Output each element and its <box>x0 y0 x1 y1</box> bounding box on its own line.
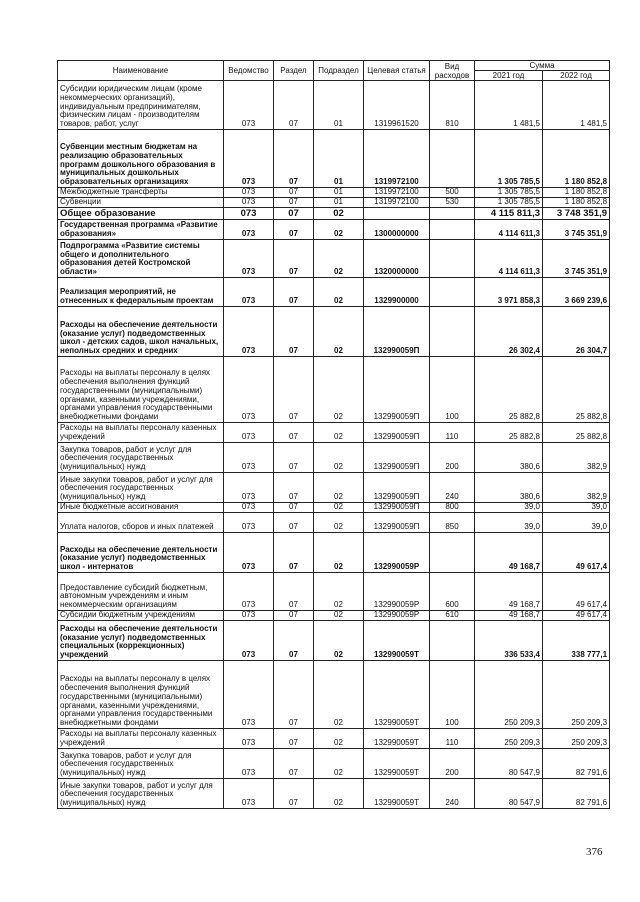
cell-vedomstvo: 073 <box>224 533 274 573</box>
cell-vid: 110 <box>430 729 475 749</box>
table-row <box>58 533 610 573</box>
cell-name: Расходы на выплаты персоналу в целях обеспечения выполнения функций государственными (муниципальными) органами, казенными учреждениями, органами управления государственными внебюджетными фондами <box>58 661 224 729</box>
cell-podrazdel: 02 <box>314 779 364 809</box>
cell-vedomstvo: 073 <box>224 513 274 533</box>
cell-sum-2021: 4 115 811,3 <box>475 208 543 220</box>
cell-vid: 800 <box>430 503 475 513</box>
cell-podrazdel: 02 <box>314 573 364 611</box>
cell-name: Расходы на обеспечение деятельности (оказание услуг) подведомственных школ - интернатов <box>58 533 224 573</box>
cell-vedomstvo: 073 <box>224 503 274 513</box>
cell-razdel: 07 <box>274 278 314 307</box>
cell-vid <box>430 208 475 220</box>
cell-razdel: 07 <box>274 130 314 188</box>
cell-vedomstvo: 073 <box>224 81 274 130</box>
cell-podrazdel: 02 <box>314 729 364 749</box>
cell-name: Расходы на выплаты персоналу в целях обеспечения выполнения функций государственными (муниципальными) органами, казенными учреждениями, органами управления государственными внебюджетными фондами <box>58 357 224 423</box>
cell-name: Иные закупки товаров, работ и услуг для обеспечения государственных (муниципальных) нужд <box>58 779 224 809</box>
header-sum: Сумма <box>475 61 610 71</box>
table-row <box>58 357 610 423</box>
cell-sum-2022: 3 748 351,9 <box>543 208 610 220</box>
cell-podrazdel: 01 <box>314 130 364 188</box>
cell-name: Предоставление субсидий бюджетным, автономным учреждениям и иным некоммерческим организациям <box>58 573 224 611</box>
cell-vedomstvo: 073 <box>224 130 274 188</box>
table-row <box>58 729 610 749</box>
cell-vid: 200 <box>430 443 475 473</box>
table-row <box>58 621 610 661</box>
cell-target <box>364 208 430 220</box>
header-name: Наименование <box>58 61 224 81</box>
cell-vid: 240 <box>430 779 475 809</box>
cell-sum-2022: 250 209,3 <box>543 661 610 729</box>
table-row <box>58 779 610 809</box>
cell-sum-2021: 1 305 785,5 <box>475 198 543 208</box>
cell-sum-2022: 3 745 351,9 <box>543 240 610 278</box>
cell-podrazdel: 02 <box>314 513 364 533</box>
cell-vid <box>430 278 475 307</box>
cell-podrazdel: 01 <box>314 198 364 208</box>
table-row <box>58 130 610 188</box>
cell-name: Расходы на выплаты персоналу казенных учреждений <box>58 729 224 749</box>
cell-razdel: 07 <box>274 198 314 208</box>
cell-vedomstvo: 073 <box>224 729 274 749</box>
cell-vedomstvo: 073 <box>224 198 274 208</box>
cell-sum-2022: 338 777,1 <box>543 621 610 661</box>
cell-razdel: 07 <box>274 473 314 503</box>
cell-target: 132990059П <box>364 473 430 503</box>
cell-sum-2022: 3 745 351,9 <box>543 220 610 240</box>
cell-podrazdel: 01 <box>314 81 364 130</box>
header-2022: 2022 год <box>543 71 610 81</box>
cell-name: Субвенции <box>58 198 224 208</box>
table-row <box>58 307 610 357</box>
cell-target: 132990059Т <box>364 621 430 661</box>
cell-vedomstvo: 073 <box>224 357 274 423</box>
table-row <box>58 188 610 198</box>
table-row <box>58 443 610 473</box>
cell-vedomstvo: 073 <box>224 307 274 357</box>
header-target: Целевая статья <box>364 61 430 81</box>
cell-sum-2021: 39,0 <box>475 513 543 533</box>
cell-sum-2022: 82 791,6 <box>543 749 610 779</box>
cell-podrazdel: 02 <box>314 423 364 443</box>
cell-podrazdel: 02 <box>314 749 364 779</box>
cell-name: Иные бюджетные ассигнования <box>58 503 224 513</box>
table-row <box>58 81 610 130</box>
cell-podrazdel: 02 <box>314 443 364 473</box>
cell-target: 1319972100 <box>364 198 430 208</box>
cell-target: 1319972100 <box>364 188 430 198</box>
cell-target: 132990059Р <box>364 533 430 573</box>
table-body <box>58 81 610 809</box>
cell-sum-2022: 382,9 <box>543 443 610 473</box>
cell-razdel: 07 <box>274 423 314 443</box>
cell-razdel: 07 <box>274 240 314 278</box>
table-row <box>58 278 610 307</box>
cell-name: Субвенции местным бюджетам на реализацию образовательных программ дошкольного образования в муниципальных дошкольных образовательных организациях <box>58 130 224 188</box>
cell-vedomstvo: 073 <box>224 611 274 621</box>
cell-target: 132990059П <box>364 503 430 513</box>
cell-razdel: 07 <box>274 749 314 779</box>
table-row <box>58 198 610 208</box>
header-vedomstvo: Ведомство <box>224 61 274 81</box>
cell-sum-2021: 4 114 611,3 <box>475 240 543 278</box>
cell-target: 132990059Т <box>364 729 430 749</box>
cell-sum-2022: 250 209,3 <box>543 729 610 749</box>
cell-vid <box>430 621 475 661</box>
table-row <box>58 749 610 779</box>
cell-vid <box>430 533 475 573</box>
budget-table <box>57 60 610 809</box>
cell-vid: 810 <box>430 81 475 130</box>
cell-target: 1319961520 <box>364 81 430 130</box>
cell-vid <box>430 130 475 188</box>
cell-vedomstvo: 073 <box>224 240 274 278</box>
cell-sum-2022: 3 669 239,6 <box>543 278 610 307</box>
cell-name: Межбюджетные трансферты <box>58 188 224 198</box>
cell-target: 132990059Р <box>364 573 430 611</box>
cell-target: 132990059Т <box>364 661 430 729</box>
cell-sum-2021: 39,0 <box>475 503 543 513</box>
cell-sum-2021: 1 305 785,5 <box>475 130 543 188</box>
table-row <box>58 513 610 533</box>
cell-target: 1319972100 <box>364 130 430 188</box>
cell-target: 1320000000 <box>364 240 430 278</box>
cell-razdel: 07 <box>274 443 314 473</box>
cell-sum-2021: 250 209,3 <box>475 661 543 729</box>
cell-name: Иные закупки товаров, работ и услуг для обеспечения государственных (муниципальных) нужд <box>58 473 224 503</box>
cell-target: 1300000000 <box>364 220 430 240</box>
cell-vid <box>430 220 475 240</box>
cell-name: Подпрограмма «Развитие системы общего и дополнительного образования детей Костромской области» <box>58 240 224 278</box>
cell-sum-2022: 1 180 852,8 <box>543 188 610 198</box>
cell-name: Расходы на выплаты персоналу казенных учреждений <box>58 423 224 443</box>
cell-sum-2021: 49 168,7 <box>475 573 543 611</box>
cell-razdel: 07 <box>274 81 314 130</box>
cell-razdel: 07 <box>274 729 314 749</box>
cell-sum-2021: 4 114 611,3 <box>475 220 543 240</box>
cell-sum-2021: 1 481,5 <box>475 81 543 130</box>
cell-podrazdel: 02 <box>314 278 364 307</box>
cell-name: Закупка товаров, работ и услуг для обеспечения государственных (муниципальных) нужд <box>58 749 224 779</box>
cell-sum-2022: 39,0 <box>543 503 610 513</box>
table-row <box>58 423 610 443</box>
cell-target: 132990059П <box>364 423 430 443</box>
cell-podrazdel: 02 <box>314 240 364 278</box>
cell-podrazdel: 02 <box>314 533 364 573</box>
header-razdel: Раздел <box>274 61 314 81</box>
cell-razdel: 07 <box>274 220 314 240</box>
cell-vid: 100 <box>430 357 475 423</box>
cell-sum-2022: 26 304,7 <box>543 307 610 357</box>
cell-sum-2021: 25 882,8 <box>475 357 543 423</box>
cell-sum-2022: 49 617,4 <box>543 533 610 573</box>
table-row <box>58 503 610 513</box>
cell-sum-2021: 49 168,7 <box>475 611 543 621</box>
cell-target: 132990059П <box>364 357 430 423</box>
cell-razdel: 07 <box>274 188 314 198</box>
cell-sum-2022: 382,9 <box>543 473 610 503</box>
cell-sum-2021: 380,6 <box>475 443 543 473</box>
cell-podrazdel: 02 <box>314 661 364 729</box>
cell-target: 132990059Т <box>364 779 430 809</box>
cell-sum-2022: 82 791,6 <box>543 779 610 809</box>
cell-vid: 100 <box>430 661 475 729</box>
cell-vedomstvo: 073 <box>224 220 274 240</box>
cell-sum-2021: 336 533,4 <box>475 621 543 661</box>
table-row <box>58 611 610 621</box>
cell-sum-2022: 25 882,8 <box>543 357 610 423</box>
cell-sum-2022: 39,0 <box>543 513 610 533</box>
cell-name: Расходы на обеспечение деятельности (оказание услуг) подведомственных специальных (коррекционных) учреждений <box>58 621 224 661</box>
cell-name: Расходы на обеспечение деятельности (оказание услуг) подведомственных школ - детских садов, школ начальных, неполных средних и средних <box>58 307 224 357</box>
cell-vid: 610 <box>430 611 475 621</box>
cell-podrazdel: 02 <box>314 208 364 220</box>
cell-vid: 530 <box>430 198 475 208</box>
cell-vid: 500 <box>430 188 475 198</box>
cell-podrazdel: 02 <box>314 621 364 661</box>
cell-target: 132990059Р <box>364 611 430 621</box>
cell-podrazdel: 01 <box>314 188 364 198</box>
cell-name: Субсидии бюджетным учреждениям <box>58 611 224 621</box>
cell-vedomstvo: 073 <box>224 208 274 220</box>
cell-sum-2021: 25 882,8 <box>475 423 543 443</box>
cell-vid: 240 <box>430 473 475 503</box>
cell-sum-2021: 250 209,3 <box>475 729 543 749</box>
cell-sum-2022: 1 481,5 <box>543 81 610 130</box>
cell-razdel: 07 <box>274 307 314 357</box>
cell-vedomstvo: 073 <box>224 473 274 503</box>
cell-vid: 200 <box>430 749 475 779</box>
table-row <box>58 473 610 503</box>
header-2021: 2021 год <box>475 71 543 81</box>
cell-vedomstvo: 073 <box>224 573 274 611</box>
cell-podrazdel: 02 <box>314 357 364 423</box>
cell-sum-2022: 1 180 852,8 <box>543 130 610 188</box>
cell-target: 132990059П <box>364 307 430 357</box>
cell-vedomstvo: 073 <box>224 779 274 809</box>
cell-razdel: 07 <box>274 661 314 729</box>
cell-target: 132990059Т <box>364 749 430 779</box>
cell-razdel: 07 <box>274 621 314 661</box>
cell-podrazdel: 02 <box>314 473 364 503</box>
cell-razdel: 07 <box>274 503 314 513</box>
cell-sum-2021: 80 547,9 <box>475 779 543 809</box>
cell-sum-2021: 49 168,7 <box>475 533 543 573</box>
cell-vedomstvo: 073 <box>224 278 274 307</box>
cell-vedomstvo: 073 <box>224 661 274 729</box>
table-row <box>58 661 610 729</box>
cell-sum-2021: 380,6 <box>475 473 543 503</box>
cell-name: Общее образование <box>58 208 224 220</box>
cell-target: 132990059П <box>364 443 430 473</box>
cell-name: Закупка товаров, работ и услуг для обеспечения государственных (муниципальных) нужд <box>58 443 224 473</box>
header-vid: Вид расходов <box>430 61 475 81</box>
cell-name: Уплата налогов, сборов и иных платежей <box>58 513 224 533</box>
cell-podrazdel: 02 <box>314 611 364 621</box>
cell-razdel: 07 <box>274 533 314 573</box>
table-row <box>58 208 610 220</box>
cell-podrazdel: 02 <box>314 307 364 357</box>
page-number: 376 <box>586 846 603 858</box>
cell-name: Субсидии юридическим лицам (кроме некоммерческих организаций), индивидуальным предпринимателям, физическим лицам - производителям товаров, работ, услуг <box>58 81 224 130</box>
cell-vid: 600 <box>430 573 475 611</box>
cell-vid: 850 <box>430 513 475 533</box>
cell-razdel: 07 <box>274 357 314 423</box>
cell-sum-2021: 1 305 785,5 <box>475 188 543 198</box>
budget-sheet <box>57 60 609 809</box>
table-row <box>58 240 610 278</box>
cell-sum-2021: 3 971 858,3 <box>475 278 543 307</box>
cell-vid <box>430 307 475 357</box>
cell-razdel: 07 <box>274 513 314 533</box>
cell-vedomstvo: 073 <box>224 188 274 198</box>
table-row <box>58 573 610 611</box>
cell-sum-2022: 25 882,8 <box>543 423 610 443</box>
cell-vedomstvo: 073 <box>224 749 274 779</box>
cell-sum-2021: 80 547,9 <box>475 749 543 779</box>
cell-sum-2022: 49 617,4 <box>543 573 610 611</box>
cell-razdel: 07 <box>274 208 314 220</box>
cell-vedomstvo: 073 <box>224 443 274 473</box>
cell-sum-2022: 1 180 852,8 <box>543 198 610 208</box>
cell-vedomstvo: 073 <box>224 423 274 443</box>
header-podrazdel: Подраздел <box>314 61 364 81</box>
cell-podrazdel: 02 <box>314 503 364 513</box>
cell-vedomstvo: 073 <box>224 621 274 661</box>
cell-razdel: 07 <box>274 779 314 809</box>
cell-vid: 110 <box>430 423 475 443</box>
cell-razdel: 07 <box>274 573 314 611</box>
table-row <box>58 220 610 240</box>
cell-razdel: 07 <box>274 611 314 621</box>
cell-sum-2022: 49 617,4 <box>543 611 610 621</box>
cell-name: Государственная программа «Развитие образования» <box>58 220 224 240</box>
cell-target: 1329900000 <box>364 278 430 307</box>
cell-podrazdel: 02 <box>314 220 364 240</box>
cell-name: Реализация мероприятий, не отнесенных к федеральным проектам <box>58 278 224 307</box>
cell-vid <box>430 240 475 278</box>
cell-sum-2021: 26 302,4 <box>475 307 543 357</box>
cell-target: 132990059П <box>364 513 430 533</box>
